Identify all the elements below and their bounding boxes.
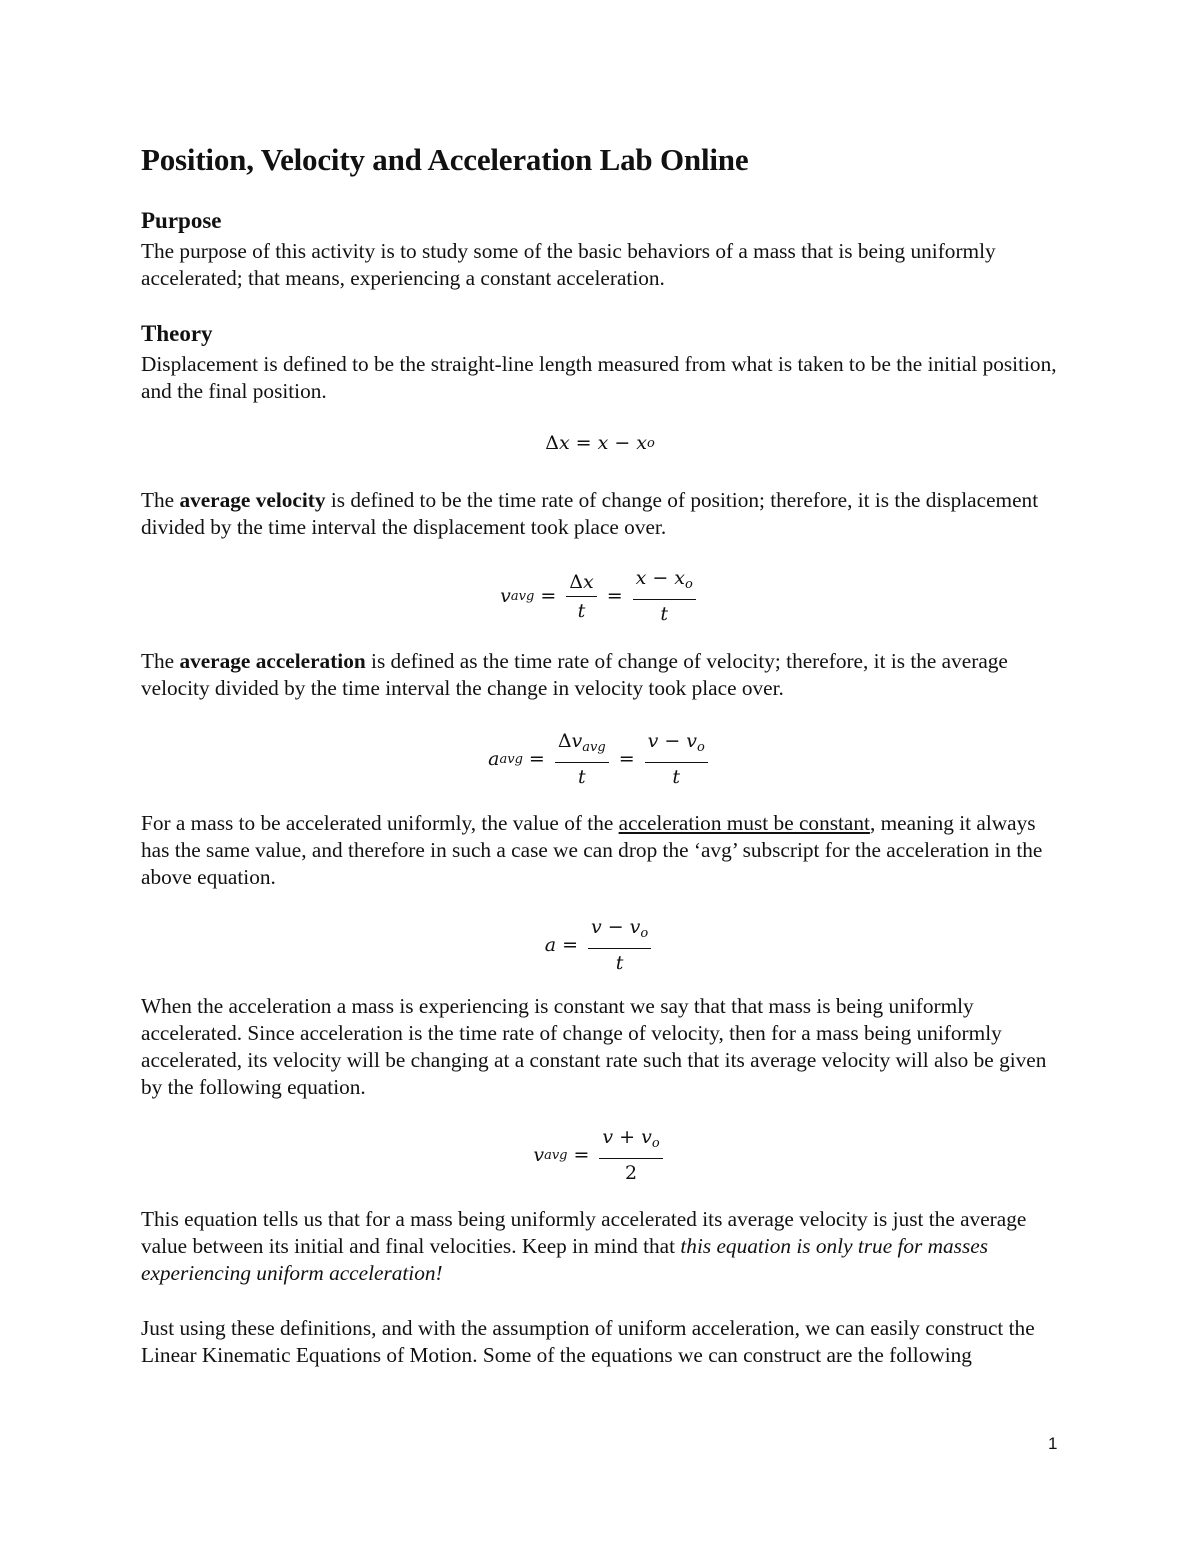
theory-paragraph-kinematic-equations: Just using these definitions, and with the assumption of uniform acceleration, we can easily construct the Linear Kinematic Equations of Motion. Some of the equations we can construct are the following [141, 1316, 1035, 1367]
theory-paragraph-average-acceleration: The average acceleration is defined as the time rate of change of velocity; therefore, it is the average velocity divided by the time interval the change in velocity took place over. [141, 649, 1008, 700]
equation-displacement: Δ x = x − x o [545, 432, 655, 454]
purpose-text: The purpose of this activity is to study some of the basic behaviors of a mass that is being uniformly accelerated; that means, experiencing a constant acceleration. [141, 239, 996, 290]
page-title: Position, Velocity and Acceleration Lab Online [141, 142, 749, 177]
underlined-phrase: acceleration must be constant [618, 811, 870, 835]
page-number: 1 [1048, 1434, 1058, 1453]
term-average-acceleration: average acceleration [179, 649, 366, 673]
italic-note: this equation is only true for masses experiencing uniform acceleration! [141, 1234, 988, 1285]
purpose-heading: Purpose [141, 208, 222, 233]
theory-heading: Theory [141, 321, 213, 346]
theory-paragraph-average-velocity: The average velocity is defined to be the time rate of change of position; therefore, it is the displacement divided by the time interval the displacement took place over. [141, 488, 1039, 539]
theory-paragraph-uniform-acceleration: For a mass to be accelerated uniformly, the value of the acceleration must be constant, meaning it always has the same value, and therefore in such a case we can drop the ‘avg’ subscript for the acceleration in the above equation. [141, 811, 1043, 889]
equation-average-velocity: v avg = $\frac{\Delta x}{t}$ = $\frac{x - x_o}{t}$ [0, 566, 1200, 626]
equation-average-velocity-uniform: v avg = $\frac{v + v_o}{2}$ [0, 1125, 1200, 1185]
equation-average-acceleration: a avg = $\frac{\Delta v_{avg}}{t}$ = $\frac{v - v_o}{t}$ [0, 729, 1200, 789]
equation-acceleration: a = $\frac{v - v_o}{t}$ [0, 915, 1200, 975]
theory-paragraph-constant-rate: When the acceleration a mass is experiencing is constant we say that that mass is being uniformly accelerated. Since acceleration is the time rate of change of velocity, then for a mass being uniformly accelerated, its velocity will be changing at a constant rate such that its average velocity will also be given by the following equation. [141, 994, 1047, 1099]
term-average-velocity: average velocity [179, 488, 326, 512]
theory-paragraph-average-value: This equation tells us that for a mass being uniformly accelerated its average velocity is just the average value between its initial and final velocities. Keep in mind that this equation is only true for masses experiencing uniform acceleration! [141, 1207, 1027, 1285]
theory-paragraph-displacement: Displacement is defined to be the straight-line length measured from what is taken to be the initial position, and the final position. [141, 352, 1057, 403]
